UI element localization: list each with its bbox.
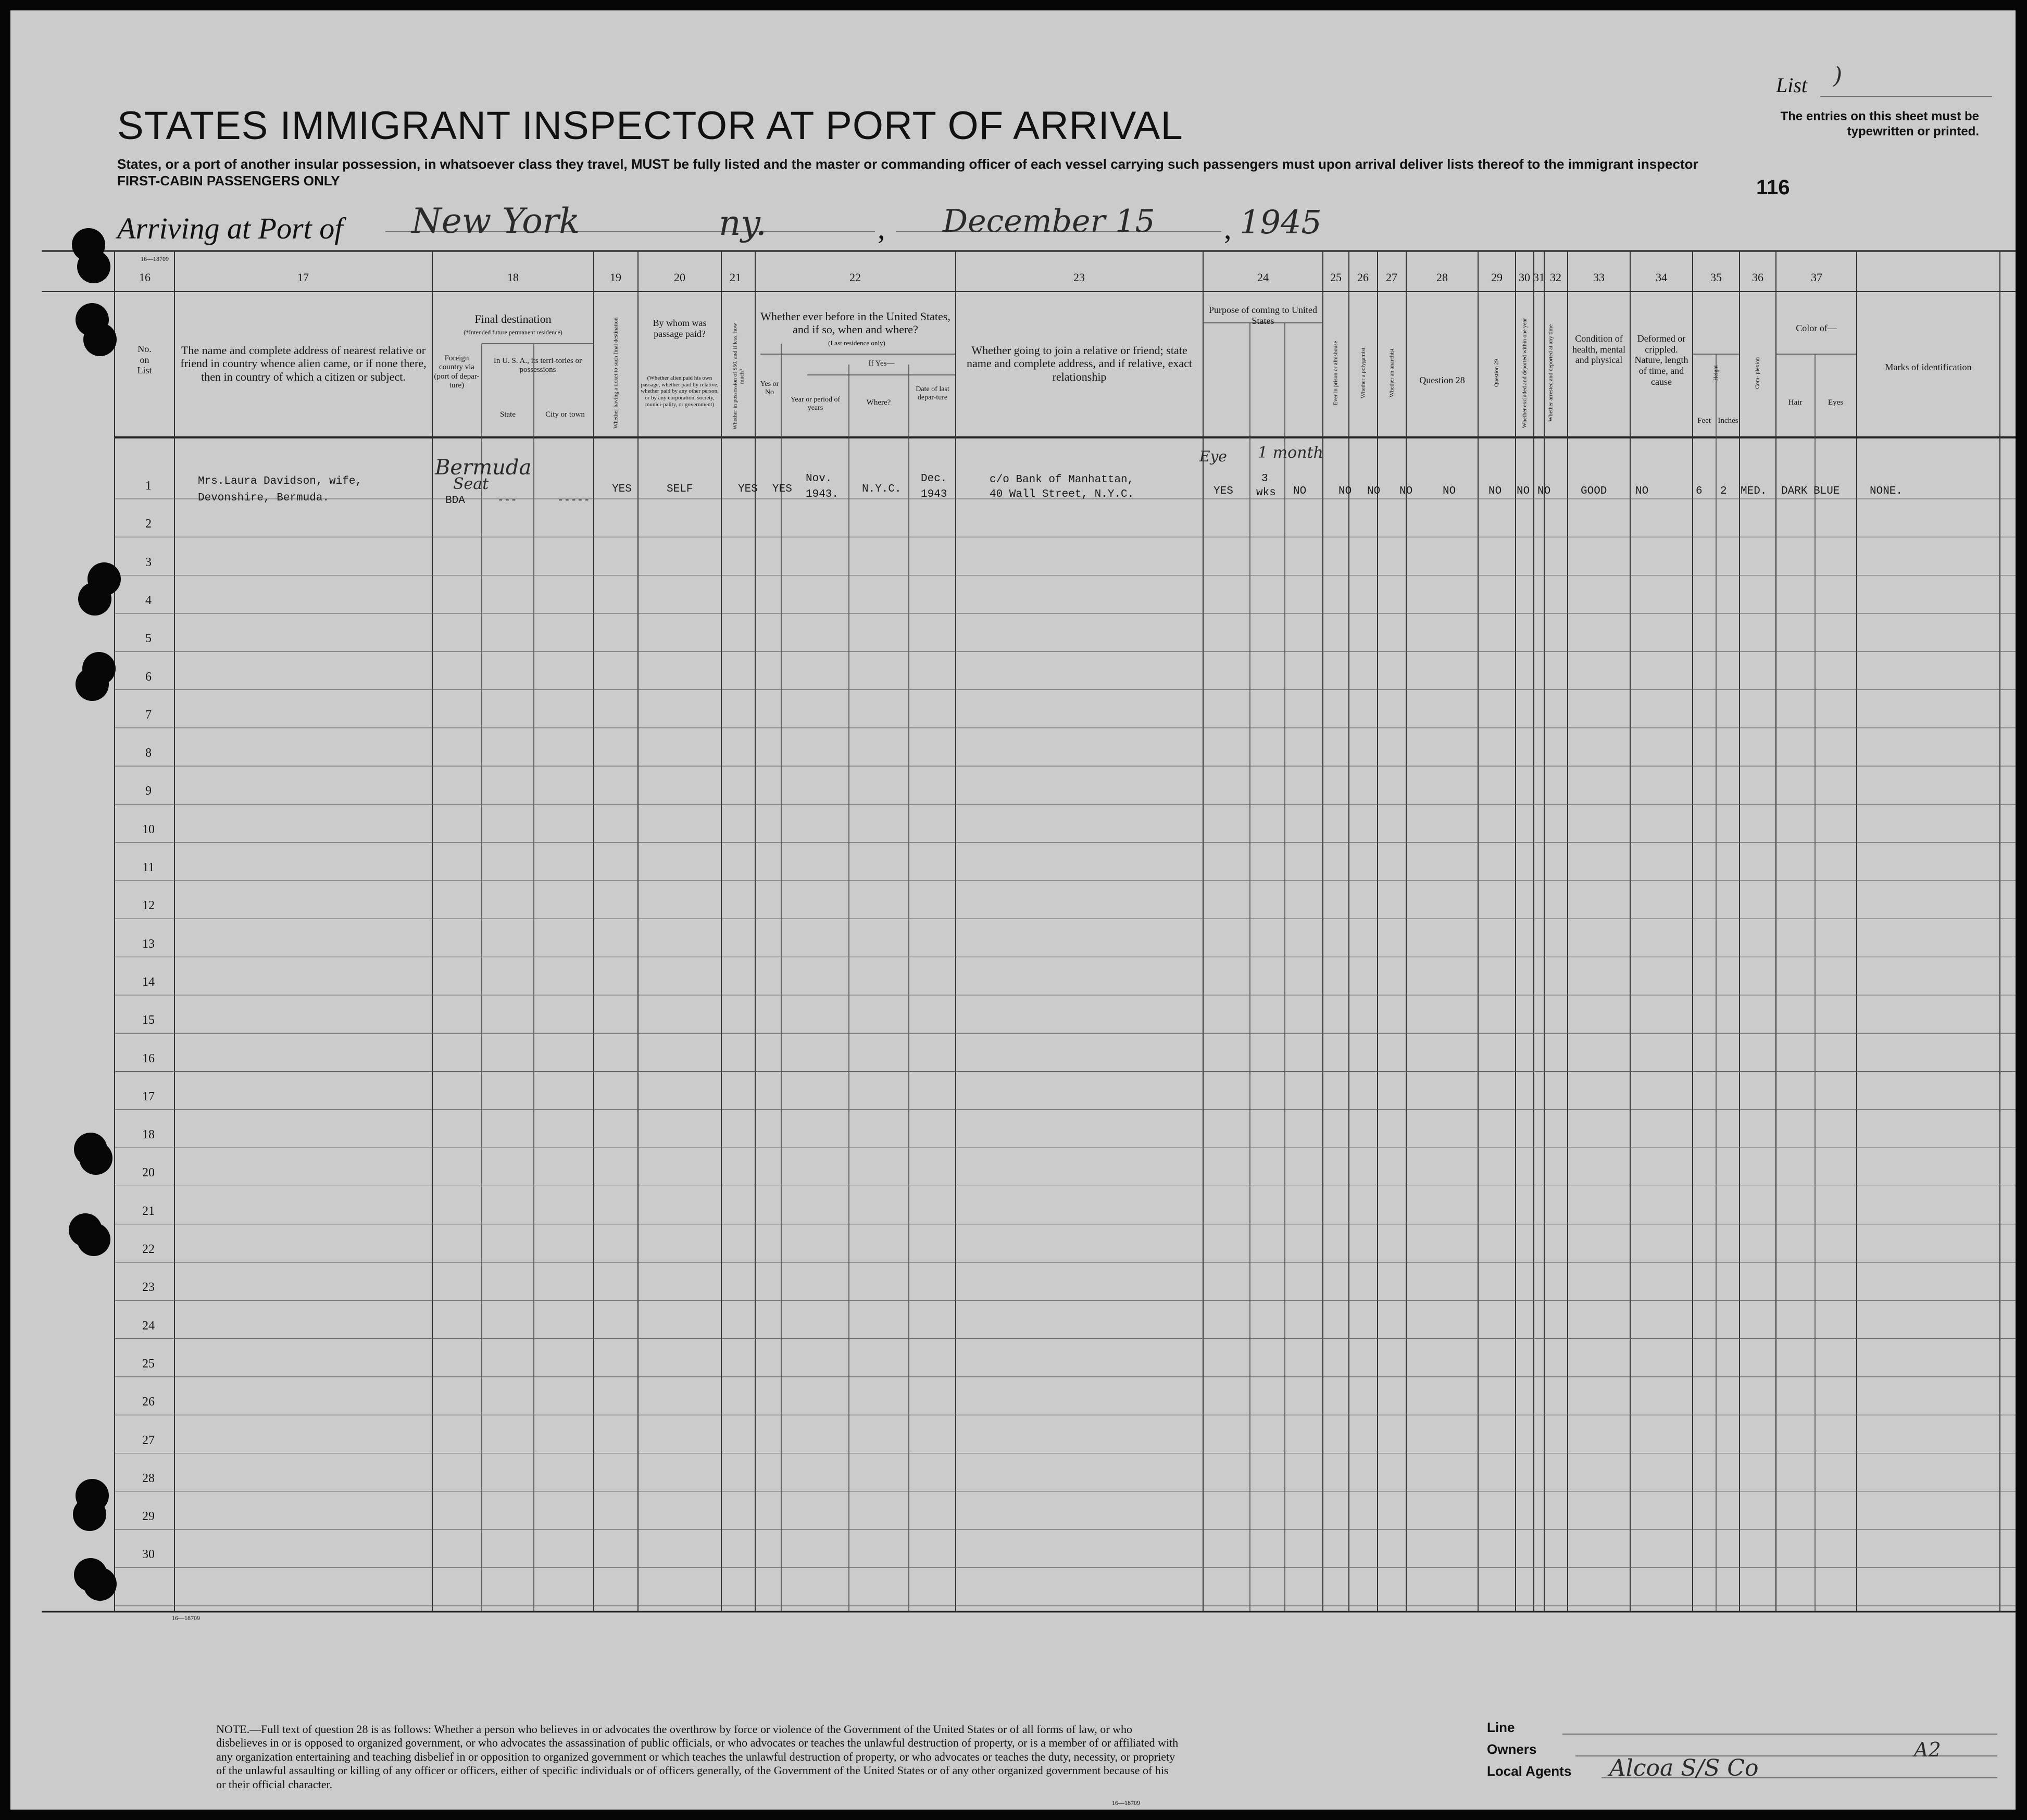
row-number: 7: [145, 708, 152, 722]
passenger-class-note: FIRST-CABIN PASSENGERS ONLY: [117, 173, 340, 189]
column-header-26: Whether a polygamist: [1360, 347, 1367, 398]
period-years-line2: 1943.: [806, 488, 839, 500]
form-instructions: States, or a port of another insular possession, in whatsoever class they travel, MUST be fully listed and the master or commanding officer of each vessel carrying such passengers must upon arrival deliver lists thereof to the immigrant inspector: [117, 156, 1698, 172]
column-number-24: 24: [1257, 271, 1269, 284]
row-number: 25: [142, 1357, 155, 1371]
row-number: 22: [142, 1242, 155, 1256]
punch-hole: [79, 1141, 112, 1175]
column-number-31: 31: [1533, 271, 1545, 284]
form-code-top: 16—18709: [141, 255, 169, 262]
column-header-22: Whether ever before in the United States, and if so, when and where?: [760, 310, 954, 336]
column-header-16: No. on List: [137, 344, 152, 376]
typewritten-note: The entries on this sheet must be typewritten or printed.: [1780, 109, 1979, 139]
row-number: 10: [142, 822, 155, 836]
column-header-24: Purpose of coming to United States: [1209, 305, 1320, 326]
date-separator: ,: [878, 211, 885, 245]
column-number-22: 22: [849, 271, 861, 284]
column-number-33: 33: [1593, 271, 1605, 284]
column-header-31: Whether arrested and deported at any time: [1547, 324, 1554, 422]
arrival-year: 1945: [1240, 203, 1322, 241]
row-number: 9: [145, 784, 152, 798]
row-number: 6: [145, 670, 152, 684]
row-number: 27: [142, 1433, 155, 1447]
row-number: 13: [142, 937, 155, 951]
row-number: 18: [142, 1128, 155, 1142]
column-number-26: 26: [1357, 271, 1369, 284]
subheader-yes-or-no: Yes or No: [760, 380, 779, 397]
punch-hole: [77, 250, 110, 283]
row-number: 4: [145, 593, 152, 607]
anarchist-answer: NO: [1399, 485, 1413, 497]
q29-answer: NO: [1488, 485, 1502, 497]
page-number: 116: [1756, 176, 1790, 199]
joining-relative-line2: 40 Wall Street, N.Y.C.: [990, 488, 1134, 500]
subheader-year-period: Year or period of years: [790, 396, 841, 412]
column-header-36: Color of—: [1796, 323, 1837, 333]
remain-permanently: NO: [1293, 485, 1307, 497]
row-number: 24: [142, 1319, 155, 1333]
list-number-handwritten: ): [1833, 62, 1843, 89]
column-number-17: 17: [297, 271, 309, 284]
row-number: 5: [145, 632, 152, 646]
polygamist-answer: NO: [1367, 485, 1381, 497]
column-header-19: Whether having a ticket to such final destination: [612, 317, 619, 429]
where-previous: N.Y.C.: [862, 483, 902, 495]
length-stay-unit: wks: [1256, 487, 1276, 499]
subheader-eyes: Eyes: [1828, 398, 1844, 407]
subheader-foreign-country: Foreign country via (port of depar-ture): [434, 354, 480, 390]
column-header-35: Com- plexion: [1754, 357, 1761, 389]
column-number-25: 25: [1330, 271, 1342, 284]
subheader-feet: Feet: [1697, 417, 1711, 425]
row-number: 26: [142, 1395, 155, 1409]
subheader-inches: Inches: [1718, 417, 1738, 425]
form-title: STATES IMMIGRANT INSPECTOR AT PORT OF ARRIVAL: [117, 104, 1183, 148]
passage-paid-by: SELF: [667, 483, 693, 495]
column-header-37: Marks of identification: [1885, 362, 1972, 372]
arrival-state: ny.: [719, 203, 767, 243]
row-number: 17: [142, 1089, 155, 1103]
length-stay-number: 3: [1261, 473, 1268, 485]
foreign-country-handwritten: Bermuda: [435, 456, 532, 480]
last-departure-line2: 1943: [921, 488, 947, 500]
health-condition: GOOD: [1581, 485, 1607, 497]
column-number-34: 34: [1656, 271, 1667, 284]
subheader-where: Where?: [866, 398, 891, 407]
row-number: 29: [142, 1510, 155, 1524]
column-header-17: The name and complete address of nearest relative or friend in country whence alien came, or if none there, then in country of which a citizen or subject.: [180, 344, 430, 383]
column-number-19: 19: [610, 271, 621, 284]
us-state: ---: [497, 495, 517, 507]
punch-hole: [83, 323, 117, 356]
q28-answer: NO: [1443, 485, 1456, 497]
row-number: 12: [142, 899, 155, 913]
column-number-23: 23: [1073, 271, 1085, 284]
column-number-36: 36: [1752, 271, 1763, 284]
row-number: 15: [142, 1013, 155, 1027]
arrival-date: December 15: [943, 203, 1155, 240]
column-header-32: Condition of health, mental and physical: [1572, 333, 1628, 366]
eye-color: BLUE: [1813, 485, 1840, 497]
column-header-20: By whom was passage paid?: [653, 318, 709, 339]
before-in-us: YES: [772, 483, 792, 495]
last-departure-line1: Dec.: [921, 473, 947, 485]
column-header-30: Whether excluded and deported within one year: [1521, 318, 1528, 429]
row-number: 20: [142, 1166, 155, 1180]
column-header-18: Final destination: [474, 312, 552, 325]
column-number-29: 29: [1491, 271, 1503, 284]
arrival-port: New York: [411, 201, 580, 241]
punch-hole: [77, 1223, 110, 1256]
column-number-28: 28: [1436, 271, 1448, 284]
column-header-34: Height: [1712, 365, 1719, 381]
row-number: 1: [145, 479, 152, 493]
nearest-relative-line1: Mrs.Laura Davidson, wife,: [198, 475, 362, 487]
punch-hole: [78, 582, 111, 616]
height-feet: 6: [1696, 485, 1703, 497]
row-number: 3: [145, 555, 152, 569]
column-header-33: Deformed or crippled. Nature, length of time, and cause: [1634, 333, 1691, 387]
subheader-last-residence: (Last residence only): [828, 339, 885, 347]
height-inches: 2: [1720, 485, 1727, 497]
local-agents-handwritten: Alcoa S/S Co: [1609, 1755, 1759, 1781]
purpose-answer: YES: [1213, 485, 1233, 497]
subheader-paid-note: (Whether alien paid his own passage, whether paid by relative, whether paid by any other person, or by any corporation, society, munici-pality, or government): [641, 375, 719, 408]
arrested-answer: NO: [1537, 485, 1551, 497]
row-number: 28: [142, 1471, 155, 1485]
column-number-21: 21: [730, 271, 741, 284]
joining-relative-line1: c/o Bank of Manhattan,: [990, 474, 1134, 486]
row-number: 21: [142, 1204, 155, 1218]
us-city: -----: [557, 495, 591, 507]
excluded-answer: NO: [1517, 485, 1530, 497]
row-number: 14: [142, 975, 155, 989]
identification-marks: NONE.: [1870, 485, 1903, 497]
subheader-if-yes: If Yes—: [868, 359, 895, 368]
hair-color: DARK: [1781, 485, 1808, 497]
row-number: 2: [145, 517, 152, 531]
column-number-18: 18: [507, 271, 519, 284]
subheader-state: State: [500, 410, 516, 419]
question-28-note: NOTE.—Full text of question 28 is as follows: Whether a person who believes in or advocates the overthrow by force or violence of the Government of the United States or of all forms of law, or who disbelieves in or is opposed to organized government, or who advocates the assassination of public officials, or who advocates or teaches the unlawful destruction of property, or is a member of or affiliated with any organization entertaining and teaching disbelief in or opposition to organized government or which teaches the unlawful destruction of property, or who advocates or teaches the duty, necessity, or propriety of the unlawful assaulting or killing of any officer or officers, either of specific individuals or of officers generally, of the Government of the United States or of any other organized government because of his or their official character.: [216, 1723, 1179, 1791]
period-years-line1: Nov.: [806, 473, 832, 485]
column-number-35: 35: [1710, 271, 1722, 284]
list-label: List: [1776, 73, 1808, 97]
subheader-date-departure: Date of last depar-ture: [916, 385, 949, 402]
length-stay-handwritten: 1 month: [1258, 444, 1323, 462]
subheader-final-dest-note: (*Intended future permanent residence): [464, 329, 562, 336]
column-header-28: Question 28: [1419, 375, 1465, 385]
manifest-sheet: [10, 10, 2016, 1810]
foreign-country-handwritten-2: Seat: [453, 475, 489, 493]
row-number: 16: [142, 1051, 155, 1065]
column-header-21: Whether in possession of $50, and if less, how much?: [731, 323, 745, 430]
column-number-32: 32: [1550, 271, 1561, 284]
column-header-23: Whether going to join a relative or friend; state name and complete address, and if relative, exact relationship: [966, 344, 1195, 383]
arriving-label: Arriving at Port of: [117, 211, 343, 245]
row-number: 23: [142, 1281, 155, 1295]
foreign-country: BDA: [445, 495, 465, 507]
line-label: Line: [1487, 1719, 1515, 1735]
nearest-relative-line2: Devonshire, Bermuda.: [198, 492, 330, 504]
column-header-25: Ever in prison or almshouse: [1332, 341, 1339, 406]
column-number-20: 20: [674, 271, 685, 284]
local-agents-label: Local Agents: [1487, 1763, 1572, 1779]
prison-answer: NO: [1338, 485, 1352, 497]
column-number-37: 37: [1811, 271, 1822, 284]
corner-annotation: A2: [1914, 1738, 1941, 1761]
ticket-to-destination: YES: [612, 483, 632, 495]
form-code-footer: 16—18709: [1112, 1799, 1140, 1806]
row-number: 11: [142, 861, 155, 874]
subheader-hair: Hair: [1788, 398, 1803, 407]
form-code-bottom: 16—18709: [172, 1614, 200, 1622]
deformed-answer: NO: [1635, 485, 1649, 497]
column-header-27: Whether an anarchist: [1388, 348, 1395, 398]
possession-50: YES: [738, 483, 758, 495]
column-number-30: 30: [1519, 271, 1530, 284]
subheader-city: City or town: [545, 410, 585, 419]
subheader-in-usa: In U. S. A., its terri-tories or possessions: [493, 357, 582, 374]
column-number-27: 27: [1386, 271, 1397, 284]
column-header-29: Question 29: [1493, 359, 1500, 387]
complexion: MED.: [1741, 485, 1767, 497]
date-separator-2: ,: [1224, 211, 1232, 245]
owners-label: Owners: [1487, 1741, 1537, 1757]
purpose-handwritten: Eye: [1199, 448, 1227, 465]
column-number-16: 16: [139, 271, 151, 284]
punch-hole: [83, 1567, 117, 1601]
row-number: 8: [145, 746, 152, 760]
punch-hole: [73, 1498, 106, 1531]
row-number: 30: [142, 1548, 155, 1562]
punch-hole: [76, 668, 109, 701]
